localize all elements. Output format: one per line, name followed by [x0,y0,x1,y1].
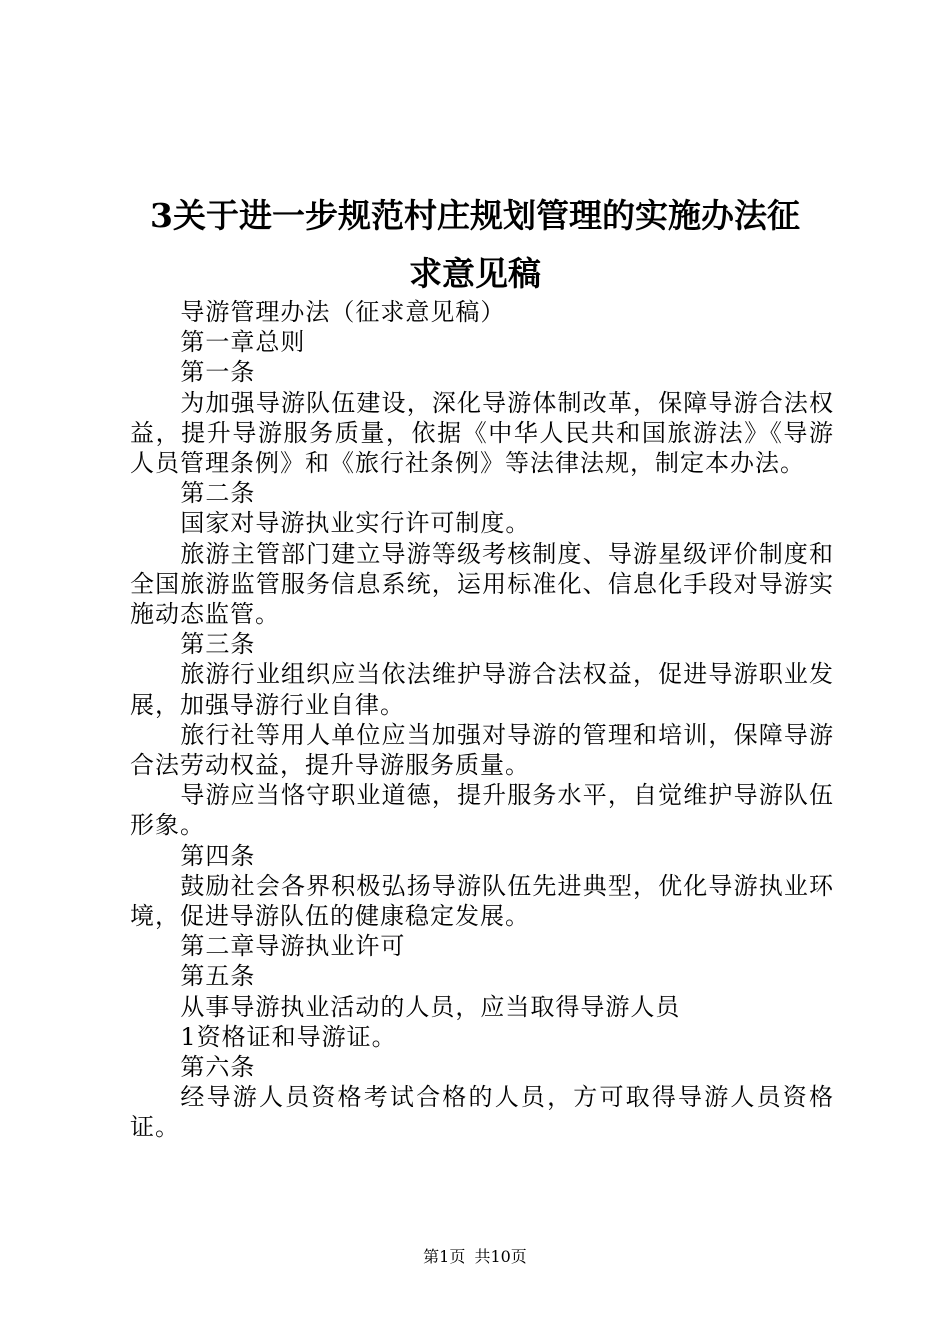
article-heading: 第六条 [180,1053,256,1082]
paragraph: 导游应当恪守职业道德，提升服务水平，自觉维护导游队伍形象。 [130,781,834,840]
chapter-heading: 第一章总则 [180,328,306,357]
paragraph: 旅游行业组织应当依法维护导游合法权益，促进导游职业发展，加强导游行业自律。 [130,660,834,719]
paragraph: 国家对导游执业实行许可制度。 [180,509,531,538]
chapter-heading: 第二章导游执业许可 [180,932,406,961]
document-title-line-1: 3关于进一步规范村庄规划管理的实施办法征 [150,196,800,235]
article-heading: 第四条 [180,841,256,870]
paragraph: 旅行社等用人单位应当加强对导游的管理和培训，保障导游合法劳动权益，提升导游服务质量。 [130,720,834,780]
paragraph: 旅游主管部门建立导游等级考核制度、导游星级评价制度和全国旅游监管服务信息系统，运用标准化、信息化手段对导游实施动态监管。 [130,539,834,629]
document-body [130,297,834,1143]
article-heading: 第二条 [180,479,256,508]
article-heading: 第三条 [180,630,256,659]
paragraph: 为加强导游队伍建设，深化导游体制改革，保障导游合法权益，提升导游服务质量，依据《中华人民共和国旅游法》《导游人员管理条例》和《旅行社条例》等法律法规，制定本办法。 [130,388,834,478]
article-heading: 第五条 [180,962,256,991]
subtitle: 导游管理办法（征求意见稿） [180,298,506,326]
paragraph: 经导游人员资格考试合格的人员，方可取得导游人员资格证。 [130,1083,834,1142]
page-footer: 第1页 共10页 [423,1247,527,1266]
document-title-line-2: 求意见稿 [409,254,541,293]
paragraph: 1资格证和导游证。 [180,1022,397,1051]
paragraph: 从事导游执业活动的人员，应当取得导游人员 [180,992,681,1021]
paragraph: 鼓励社会各界积极弘扬导游队伍先进典型，优化导游执业环境，促进导游队伍的健康稳定发展。 [130,871,834,931]
article-heading: 第一条 [180,358,256,387]
